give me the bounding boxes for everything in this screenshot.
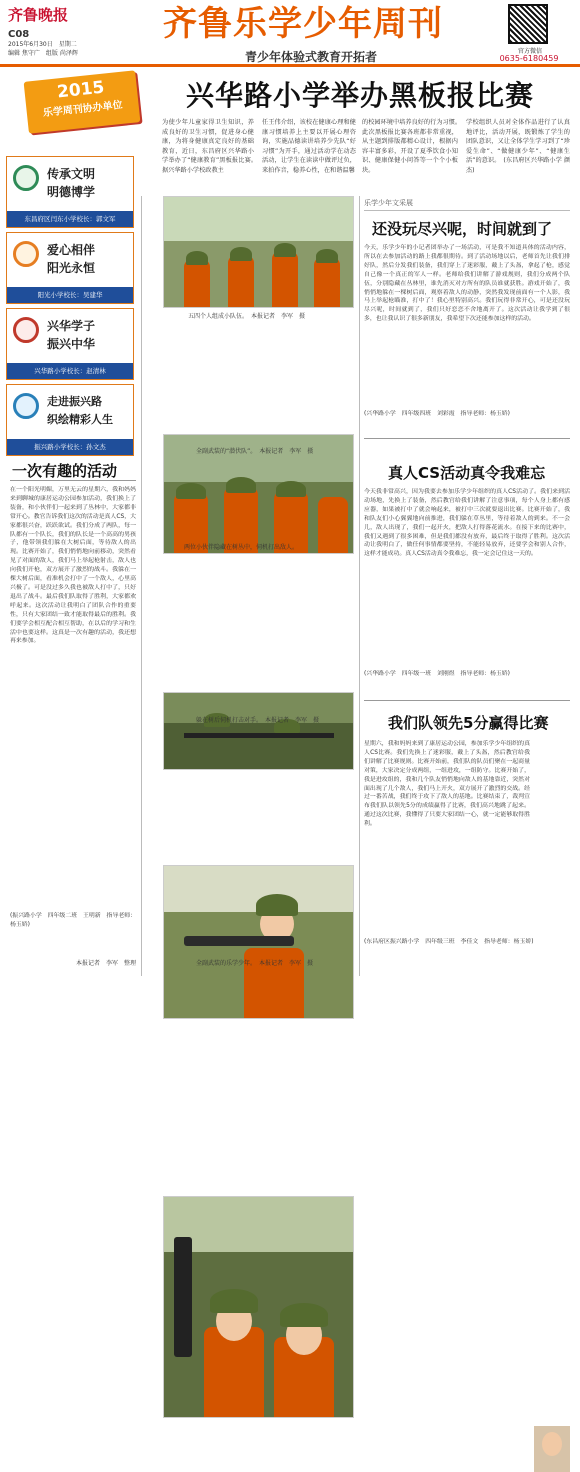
divider bbox=[10, 480, 136, 481]
sponsor-caption: 东昌府区闫东小学校长：郭文军 bbox=[7, 211, 133, 227]
photo-4 bbox=[163, 865, 354, 1019]
article-right3-footer: (东昌府区振兴路小学 四年级三班 李佳文 指导老师：杨玉娇) bbox=[364, 939, 534, 945]
sponsor-line2: 振兴中华 bbox=[47, 337, 96, 351]
photo-4-caption: 躲在树后伺机打击对手。 本报记者 李军 摄 bbox=[196, 717, 320, 724]
article-right3-body: 星期六，我和妈妈来到了康居运动公园，参加乐学少年组织的真人CS比赛。我们先换上了迷彩服，戴上了头盔，然后教官给我们讲解了比赛规则。比赛开始前，我们队的队员们聚在一起商量对策，大家决定分成两组，一组进攻，一组防守。比赛开始了，我是进攻组的，我和几个队友悄悄地向敌人的基地靠近，突然对面出现了几个敌人，我们马上开火，双方展开了激烈的交战。经过一番苦战，我们终于攻下了敌人的基地。比赛结束了，裁判宣布我们队以领先5分的成绩赢得了比赛，我们高兴地跳了起来。通过这次比赛，我懂得了只要大家团结一心，就一定能够取得胜利。 bbox=[364, 741, 530, 828]
photo-2-caption: 全副武装的“潜伏队”。 本报记者 李军 摄 bbox=[196, 448, 314, 455]
sponsor-line1: 传承文明 bbox=[47, 167, 96, 181]
photo-3 bbox=[163, 692, 354, 770]
article-right2-body: 今天我非常高兴，因为我要去参加乐学少年组织的真人CS活动了。我们来到活动场地，先换上了装备，然后教官给我们讲解了注意事项，每个人身上都有感应器，如果被打中了就会响起来，被打中三次就要退出比赛。比赛开始了，我和队友们小心翼翼地向前推进，我们躲在草丛里，等待着敌人的到来。不一会儿，敌人出现了，我们一起开火，把敌人打得落花流水。在接下来的比赛中，我们又遇到了很多困难，但是我们都没有放弃，最后终于取得了胜利。这次活动让我明白了，做任何事情都要坚持，不能轻易放弃，还要学会和别人合作，这样才能成功。真人CS活动真令我难忘，我一定会记住这一天的。 bbox=[364, 489, 570, 558]
hotline: 0635-6180459 bbox=[499, 54, 559, 63]
photo-1 bbox=[163, 196, 354, 308]
article-right2-footer: (兴华路小学 四年级一班 刘刚煜 指导老师：杨玉娇) bbox=[364, 671, 510, 677]
qr-code-icon bbox=[508, 4, 548, 44]
photo-5 bbox=[163, 1196, 354, 1418]
photo-1-caption: 五四个人组成小队伍。 本报记者 李军 摄 bbox=[188, 313, 306, 320]
star-emblem-icon bbox=[13, 317, 39, 343]
sponsor-line1: 兴华学子 bbox=[47, 319, 96, 333]
qr-label: 官方微信 bbox=[517, 48, 542, 55]
sponsor-line2: 明德博学 bbox=[47, 185, 96, 199]
article-right1-footer: (兴华路小学 四年级四班 刘彩霞 指导老师：杨玉娇) bbox=[364, 411, 510, 417]
header-rule bbox=[0, 64, 580, 67]
brand-title: 齐鲁乐学少年周刊 bbox=[163, 4, 443, 44]
sponsor-caption: 阳光小学校长：吴建华 bbox=[7, 287, 133, 303]
photo-3-caption: 两位小伙伴隐藏在树丛中，伺机打出敌人。 bbox=[184, 544, 299, 551]
sponsor-sidebar bbox=[6, 156, 134, 460]
section-tag: 乐学少年文采展 bbox=[364, 199, 413, 207]
article-right3-title: 我们队领先5分赢得比赛 bbox=[388, 714, 549, 732]
intro-col-1: 为使少年儿童家得卫生知识，养成良好的卫生习惯，促进身心健康，为将身健康真定良好的基础教育，近日，东昌府区兴华路小学举办了“健康教育”黑板报比赛。 据兴华路小学校政教主 bbox=[162, 119, 261, 174]
intro-col-3: 的校园环境中培养良好的行为习惯。 此次黑板报比赛各班都非常重视，从主题到排版都精心设计，根据内容丰富多彩，开设了夏季饮食小知识、健康保健小问答等一个个小板块。 bbox=[362, 119, 465, 174]
article-left-footer: (振兴路小学 四年级二班 王明新 指导老师：杨玉娇) bbox=[10, 913, 137, 928]
slogan: 青少年体验式教育开拓者 bbox=[244, 50, 377, 64]
sponsor-ribbon bbox=[24, 70, 141, 133]
edition-number: C08 bbox=[8, 29, 30, 40]
sponsor-unit bbox=[6, 308, 134, 380]
main-headline: 兴华路小学举办黑板报比赛 bbox=[185, 79, 534, 112]
ribbon-text: 乐学周刊协办单位 bbox=[42, 99, 124, 120]
globe-emblem-icon bbox=[13, 393, 39, 419]
editors-line: 编辑 焦守广 组版 尚泽辉 bbox=[8, 50, 78, 57]
column-divider bbox=[359, 196, 360, 976]
article-left-body: 在一个阳光明媚，万里无云的星期六，我和妈妈来到聊城的康居运动公园参加活动，我们换上了装备，和小伙伴们一起来到了丛林中，大家都非常开心。教官告诉我们这次的活动是真人CS，大家都很兴奋，跃跃欲试。我们分成了两队，每一队都有一个队长，我们的队长是一个高高的男孩子，他带领我们躲在大树后面，等待敌人的出现。比赛开始了，我们悄悄地向前移动，突然看见了对面的敌人，我们马上举起枪射击，敌人也向我们开枪，双方展开了激烈的战斗。我躲在一棵大树后面，看准机会打中了一个敌人，心里高兴极了。可是没过多久我也被敌人打中了，只好退出了战斗。最后我们队取得了胜利，大家都欢呼起来。这次活动让我明白了团队合作的重要性，只有大家团结一致才能取得最后的胜利。我们要学会相互配合相互帮助，在以后的学习和生活中也要这样。这真是一次有趣的活动，我还想再来参加。 bbox=[10, 487, 136, 645]
divider bbox=[364, 210, 570, 211]
masthead-left bbox=[8, 4, 128, 58]
heart-emblem-icon bbox=[13, 241, 39, 267]
article-right2-title: 真人CS活动真令我难忘 bbox=[388, 464, 546, 482]
sponsor-unit bbox=[6, 232, 134, 304]
article-left-credit: 本报记者 李军 整理 bbox=[75, 960, 136, 967]
column-divider bbox=[141, 196, 142, 976]
school-emblem-icon bbox=[13, 165, 39, 191]
sponsor-caption: 振兴路小学校长：孙文杰 bbox=[7, 439, 133, 455]
photo-5-caption: 全副武装的乐学少年。 本报记者 李军 摄 bbox=[196, 960, 314, 967]
sponsor-line1: 走进振兴路 bbox=[47, 395, 102, 408]
ribbon-year: 2015 bbox=[56, 77, 106, 103]
sponsor-line2: 织绘精彩人生 bbox=[47, 413, 113, 426]
article-right1-body: 今天，乐学少年的小记者团举办了一场活动，可是我不知道具体的活动内容，所以在去参加活动的路上我都很期待。到了活动场地以后，老师首先让我们排好队，然后分发我们装备，我们穿上了迷彩服，戴上了头盔，拿起了枪，感觉自己像一个真正的军人一样。老师给我们讲解了游戏规则，我们分成两个队伍，分别隐藏在丛林里，谁先消灭对方所有的队员谁就获胜。游戏开始了，我悄悄地躲在一棵树后面，观察着敌人的动静，突然我发现前面有一个人影，我马上举起枪瞄准，打中了！我心里特别高兴。我们玩得非常开心，可是还没玩尽兴呢，时间就到了，我们只好恋恋不舍地离开了。这次活动让我学到了很多，也让我认识了很多新朋友，我希望下次还能参加这样的活动。 bbox=[364, 245, 570, 323]
sponsor-line1: 爱心相伴 bbox=[47, 243, 96, 257]
divider bbox=[364, 700, 570, 701]
sponsor-caption: 兴华路小学校长：赵清林 bbox=[7, 363, 133, 379]
divider bbox=[364, 438, 570, 439]
intro-col-2: 任王伟介绍，该校在健康心理和健康习惯培养上主要以开展心理咨询，实施品德读讲培养少先队“好习惯”为开手，通过活动学在动态活动，让学生在读读中做评过负，来拍作音，稳养心性，在和谐温馨 bbox=[262, 119, 356, 174]
article-left-title: 一次有趣的活动 bbox=[12, 462, 118, 480]
paper-name: 齐鲁晚报 bbox=[8, 6, 69, 24]
article-right1-title: 还没玩尽兴呢，时间就到了 bbox=[372, 220, 553, 238]
intro-col-4: 学校组织人员对全体作品进行了认真地评比，活动开展，既锻炼了学生的团队意识，又让全体学生学习到了“珍爱生命”、“做健康少年”、“健康生活”的意识。 (东昌府区兴华路小学 颜杰) bbox=[466, 119, 570, 174]
date-line: 2015年6月30日 星期二 bbox=[8, 41, 77, 48]
sponsor-unit bbox=[6, 156, 134, 228]
sponsor-unit bbox=[6, 384, 134, 456]
author-portrait bbox=[534, 1426, 570, 1472]
sponsor-line2: 阳光永恒 bbox=[47, 261, 96, 275]
